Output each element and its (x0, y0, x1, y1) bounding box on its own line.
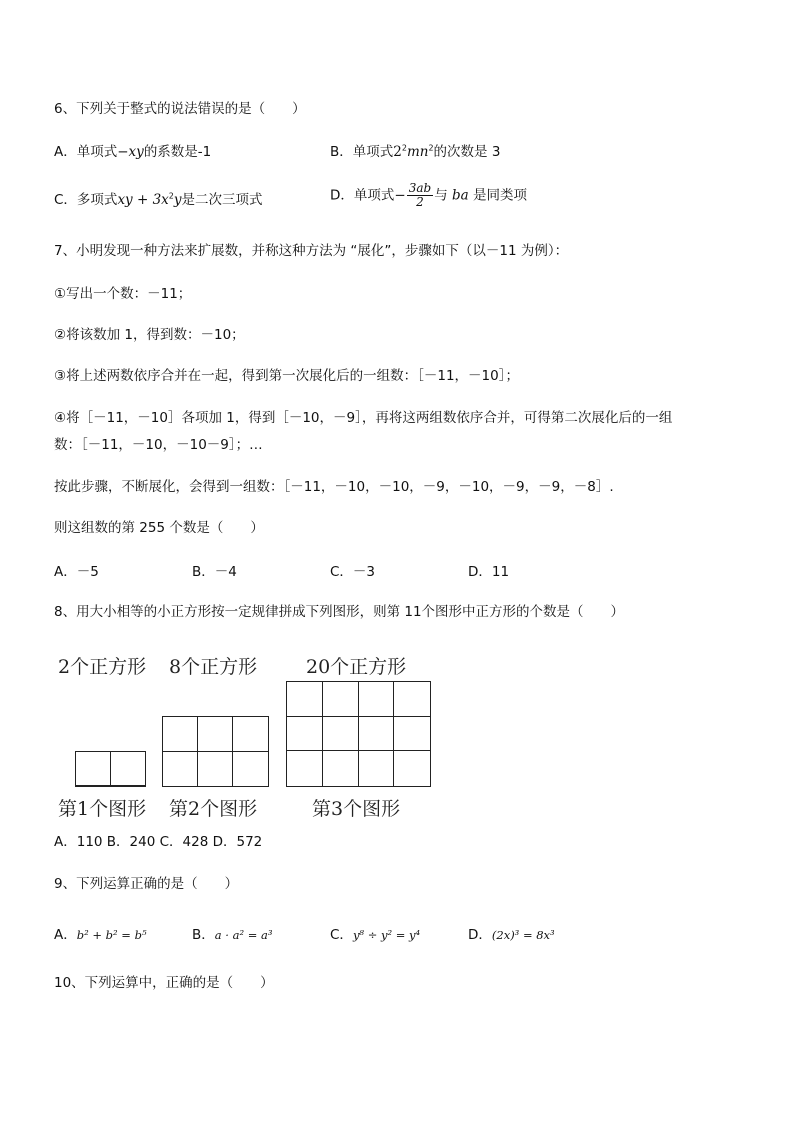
q6-option-a-expr: −xy (117, 144, 144, 160)
q6-option-a-label: A．单项式 (54, 144, 118, 160)
q9-option-c-expr: y⁸ ÷ y² = y⁴ (352, 928, 421, 942)
grid-square (163, 752, 198, 787)
grid-square (111, 752, 146, 786)
grid-square (198, 752, 233, 787)
q6-option-d-denominator: 2 (416, 195, 424, 209)
grid-square (359, 717, 395, 752)
q9-option-a (54, 925, 147, 945)
q7-step-2: ②将该数加 1，得到数：－10； (54, 327, 245, 343)
q6-option-c-exp: 2 (168, 191, 174, 201)
q8-stem: 8、用大小相等的小正方形按一定规律拼成下列图形，则第 11个图形中正方形的个数是（ ） (54, 604, 625, 620)
q7-option-d: D．11 (468, 564, 510, 580)
q7-stem: 7、小明发现一种方法来扩展数，并称这种方法为 “展化”，步骤如下（以－11 为例）： (54, 243, 569, 259)
grid-square (323, 682, 359, 717)
grid-square (287, 717, 323, 752)
figure-1-caption-bottom: 第1个图形 (58, 798, 147, 820)
grid-square (323, 717, 359, 752)
q6-option-b-tail: 的次数是 3 (433, 144, 501, 160)
q6-option-b-exp1: 2 (401, 143, 407, 153)
q9-option-c-label: C． (330, 927, 353, 943)
q9-option-d-expr: (2x)³ = 8x³ (491, 928, 555, 942)
q6-option-d-mid: 与 (434, 187, 448, 204)
q6-option-c (54, 190, 263, 210)
grid-square (394, 751, 430, 786)
q6-option-c-expr-1: xy + 3x (117, 192, 169, 208)
grid-square (394, 682, 430, 717)
q9-option-d-label: D． (468, 927, 492, 943)
figure-3-caption-bottom: 第3个图形 (312, 798, 401, 820)
figure-2-grid (162, 716, 269, 787)
q6-option-b-vars: mn (406, 144, 429, 160)
q6-option-c-tail: 是二次三项式 (181, 192, 263, 208)
q8-options: A．110 B．240 C．428 D．572 (54, 834, 263, 850)
q7-question: 则这组数的第 255 个数是（ ） (54, 520, 264, 536)
q9-option-b-label: B． (192, 927, 215, 943)
q7-option-b: B．－4 (192, 564, 237, 580)
q7-option-a: A．－5 (54, 564, 99, 580)
grid-square (287, 682, 323, 717)
q7-step-4-line-2: 数：［－11，－10，－10－9］；… (54, 437, 263, 453)
grid-square (323, 751, 359, 786)
q6-option-d-sign: − (394, 187, 406, 204)
q6-option-b (330, 142, 500, 162)
figure-1-caption-top: 2个正方形 (58, 656, 147, 678)
q9-option-d (468, 925, 555, 945)
q9-stem: 9、下列运算正确的是（ ） (54, 876, 239, 892)
grid-square (233, 752, 268, 787)
q6-option-d-expr: ba (452, 187, 469, 204)
figure-3-grid (286, 681, 431, 787)
q9-option-a-expr: b² + b² = b⁵ (76, 928, 147, 942)
grid-square (76, 752, 111, 786)
q6-option-a-tail: 的系数是-1 (143, 144, 212, 160)
figure-3-caption-top: 20个正方形 (306, 656, 407, 678)
q9-option-c (330, 925, 420, 945)
grid-square (394, 717, 430, 752)
grid-square (359, 751, 395, 786)
q9-option-b-expr: a · a² = a³ (214, 928, 273, 942)
figure-2-caption-top: 8个正方形 (169, 656, 258, 678)
q6-option-d (330, 182, 527, 209)
q6-option-c-expr-2: y (173, 192, 182, 208)
grid-square (163, 717, 198, 752)
grid-square (233, 717, 268, 752)
q6-option-a (54, 142, 211, 162)
q7-step-4-line-1: ④将［－11，－10］各项加 1，得到［－10，－9］，再将这两组数依序合并，可得第二次展化后的一组 (54, 410, 673, 426)
grid-square (198, 717, 233, 752)
q7-option-c: C．－3 (330, 564, 376, 580)
q9-option-a-label: A． (54, 927, 77, 943)
q6-stem: 6、下列关于整式的说法错误的是（ ） (54, 101, 306, 117)
q6-option-c-label: C．多项式 (54, 192, 118, 208)
q6-option-d-label: D．单项式 (330, 187, 395, 204)
q6-option-b-label: B．单项式 (330, 144, 394, 160)
q9-option-b (192, 925, 272, 945)
figure-2-caption-bottom: 第2个图形 (169, 798, 258, 820)
q7-step-3: ③将上述两数依序合并在一起，得到第一次展化后的一组数：［－11，－10］； (54, 368, 519, 384)
q6-option-d-fraction (407, 182, 433, 209)
q6-option-d-numerator: 3ab (408, 181, 432, 195)
q6-option-b-base: 2 (393, 144, 402, 160)
q7-continuation: 按此步骤，不断展化，会得到一组数：［－11，－10，－10，－9，－10，－9，－9，－8］. (54, 479, 614, 495)
figure-1-grid (75, 751, 146, 787)
grid-square (359, 682, 395, 717)
grid-square (287, 751, 323, 786)
q10-stem: 10、下列运算中，正确的是（ ） (54, 975, 274, 991)
q6-option-b-exp2: 2 (428, 143, 434, 153)
q7-step-1: ①写出一个数：－11； (54, 286, 192, 302)
q6-option-d-tail: 是同类项 (473, 187, 527, 204)
